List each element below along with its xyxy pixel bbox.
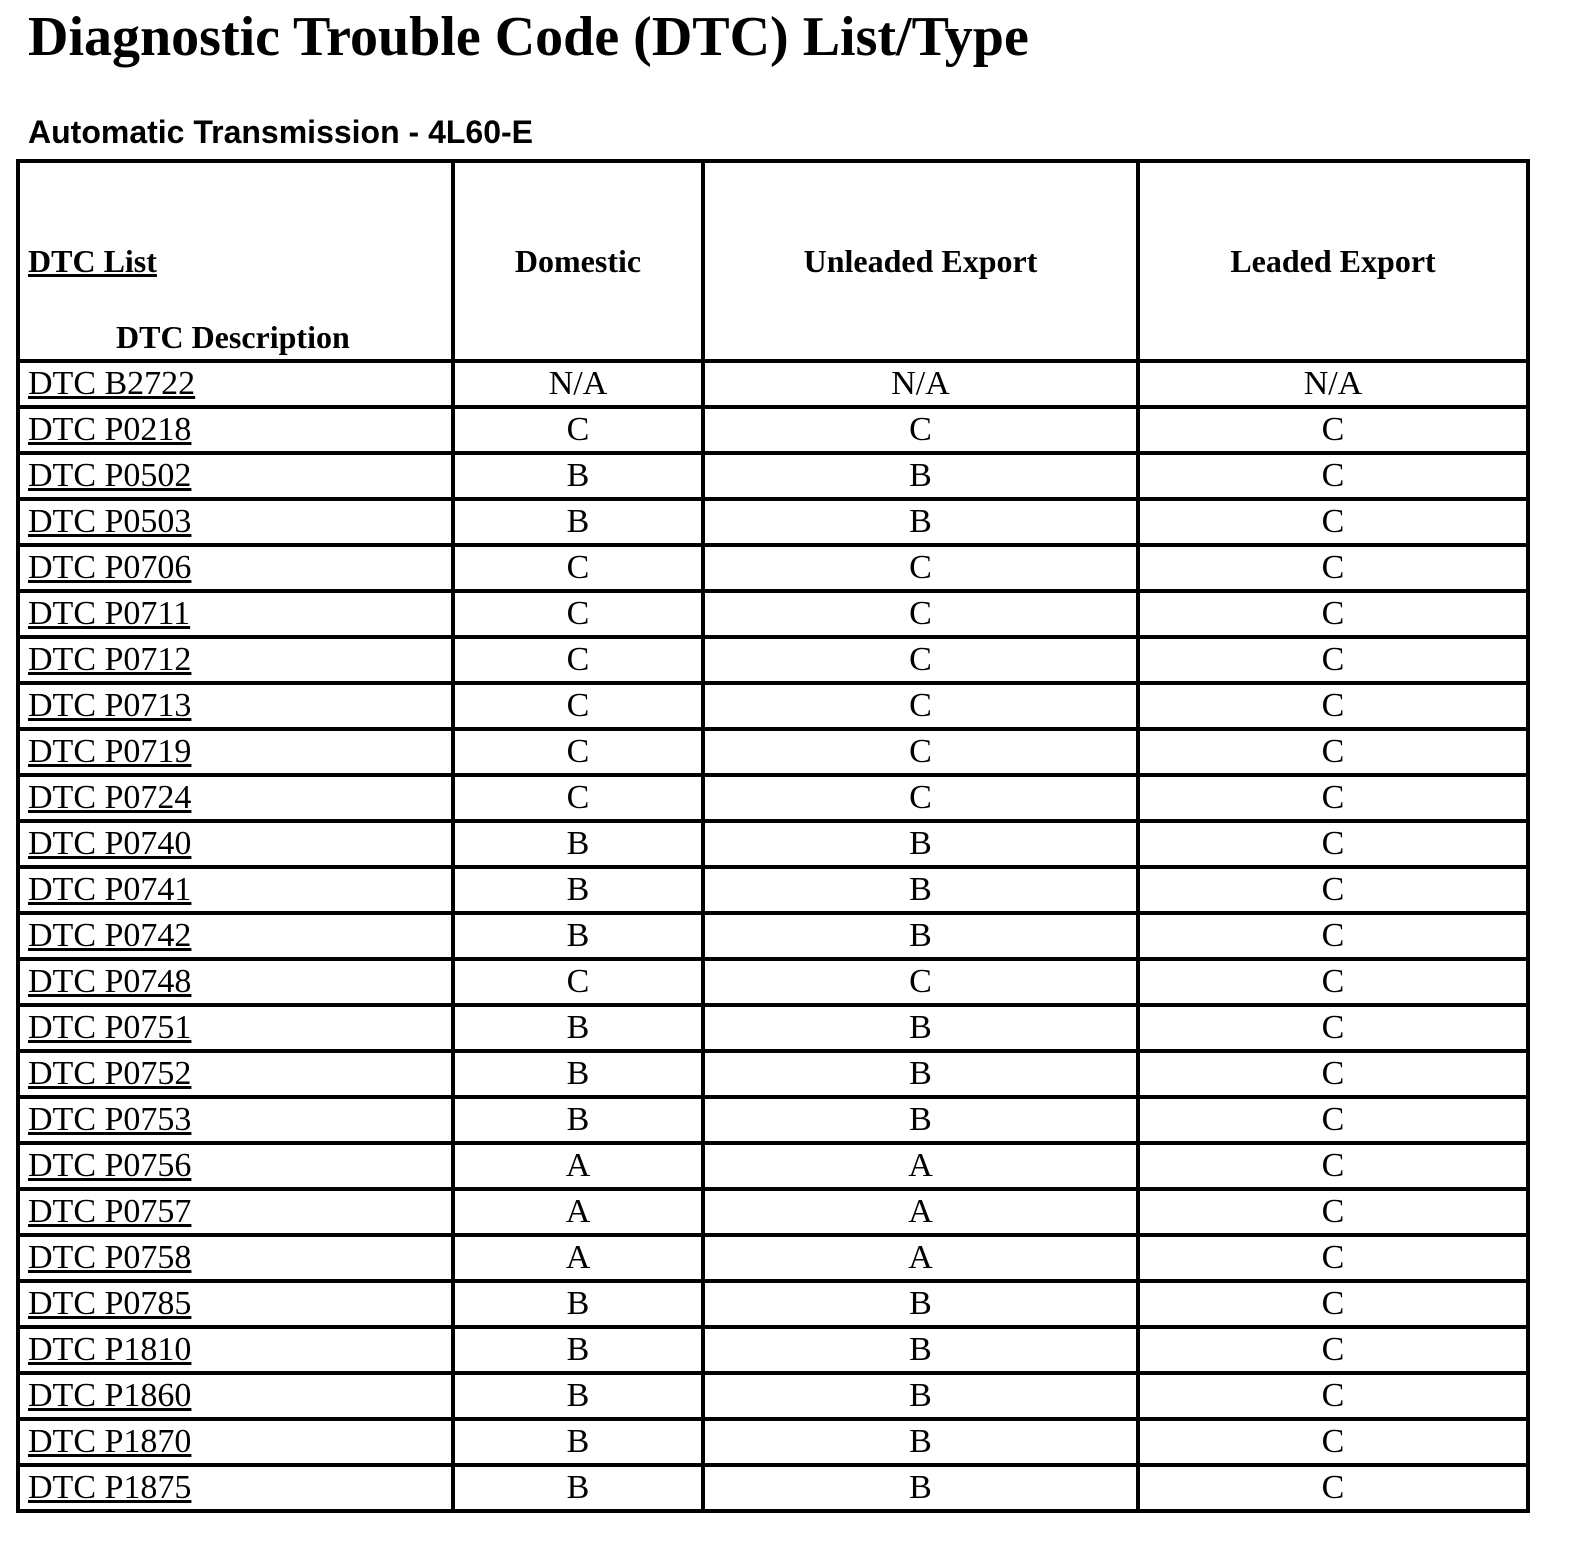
- unleaded-export-type-cell: B: [703, 453, 1138, 499]
- unleaded-export-type-cell: B: [703, 1005, 1138, 1051]
- dtc-code-cell: [18, 1005, 453, 1051]
- unleaded-export-type-cell: C: [703, 729, 1138, 775]
- dtc-code-cell: [18, 637, 453, 683]
- unleaded-export-type-cell: C: [703, 683, 1138, 729]
- domestic-type-cell: C: [453, 407, 703, 453]
- dtc-description-header: DTC Description: [116, 319, 350, 355]
- table-row: [18, 1189, 1528, 1235]
- unleaded-export-type-cell: A: [703, 1143, 1138, 1189]
- dtc-code-cell: [18, 1143, 453, 1189]
- table-row: [18, 1051, 1528, 1097]
- leaded-export-type-cell: C: [1138, 407, 1528, 453]
- dtc-code-link[interactable]: DTC P0711: [28, 595, 191, 632]
- leaded-export-type-cell: C: [1138, 1097, 1528, 1143]
- dtc-code-link[interactable]: DTC P1870: [28, 1423, 192, 1460]
- table-row: [18, 913, 1528, 959]
- unleaded-export-type-cell: C: [703, 407, 1138, 453]
- table-row: [18, 683, 1528, 729]
- page-title: Diagnostic Trouble Code (DTC) List/Type: [28, 6, 1029, 68]
- dtc-table: [16, 159, 1530, 1513]
- table-row: [18, 407, 1528, 453]
- unleaded-export-type-cell: C: [703, 959, 1138, 1005]
- unleaded-export-type-cell: B: [703, 1327, 1138, 1373]
- dtc-code-cell: [18, 1189, 453, 1235]
- domestic-type-cell: B: [453, 821, 703, 867]
- leaded-export-type-cell: C: [1138, 499, 1528, 545]
- dtc-code-cell: [18, 545, 453, 591]
- table-row: [18, 1419, 1528, 1465]
- domestic-type-cell: N/A: [453, 361, 703, 407]
- unleaded-export-type-cell: B: [703, 1051, 1138, 1097]
- table-row: [18, 545, 1528, 591]
- domestic-type-cell: B: [453, 1051, 703, 1097]
- unleaded-export-type-cell: B: [703, 499, 1138, 545]
- dtc-code-cell: [18, 499, 453, 545]
- unleaded-export-type-cell: B: [703, 1373, 1138, 1419]
- unleaded-export-type-cell: B: [703, 913, 1138, 959]
- dtc-code-cell: [18, 1373, 453, 1419]
- dtc-code-cell: [18, 1419, 453, 1465]
- table-row: [18, 1373, 1528, 1419]
- domestic-type-cell: B: [453, 1097, 703, 1143]
- dtc-code-cell: [18, 1465, 453, 1511]
- table-row: [18, 1465, 1528, 1511]
- leaded-export-type-cell: C: [1138, 1373, 1528, 1419]
- dtc-code-link[interactable]: DTC P0706: [28, 549, 192, 586]
- dtc-code-link[interactable]: DTC P0752: [28, 1055, 192, 1092]
- dtc-code-link[interactable]: DTC P0785: [28, 1285, 192, 1322]
- dtc-code-link[interactable]: DTC P1810: [28, 1331, 192, 1368]
- dtc-code-cell: [18, 361, 453, 407]
- table-row: [18, 637, 1528, 683]
- dtc-code-cell: [18, 1327, 453, 1373]
- domestic-type-cell: B: [453, 499, 703, 545]
- dtc-code-link[interactable]: DTC P0218: [28, 411, 192, 448]
- leaded-export-type-cell: C: [1138, 683, 1528, 729]
- dtc-code-link[interactable]: DTC P0757: [28, 1193, 192, 1230]
- leaded-export-type-cell: C: [1138, 1281, 1528, 1327]
- leaded-export-type-cell: C: [1138, 1235, 1528, 1281]
- unleaded-export-type-cell: C: [703, 545, 1138, 591]
- domestic-type-cell: C: [453, 959, 703, 1005]
- dtc-code-link[interactable]: DTC B2722: [28, 365, 196, 402]
- leaded-export-type-cell: C: [1138, 775, 1528, 821]
- domestic-type-cell: C: [453, 545, 703, 591]
- dtc-code-link[interactable]: DTC P0719: [28, 733, 192, 770]
- dtc-code-cell: [18, 729, 453, 775]
- unleaded-export-type-cell: B: [703, 1465, 1138, 1511]
- dtc-code-link[interactable]: DTC P0712: [28, 641, 192, 678]
- domestic-type-cell: C: [453, 729, 703, 775]
- table-row: [18, 959, 1528, 1005]
- domestic-type-cell: B: [453, 453, 703, 499]
- dtc-code-link[interactable]: DTC P0742: [28, 917, 192, 954]
- leaded-export-type-cell: C: [1138, 959, 1528, 1005]
- dtc-code-link[interactable]: DTC P0503: [28, 503, 192, 540]
- dtc-list-link[interactable]: DTC List: [28, 243, 157, 279]
- leaded-export-type-cell: C: [1138, 1419, 1528, 1465]
- unleaded-export-type-cell: B: [703, 1281, 1138, 1327]
- leaded-export-type-cell: C: [1138, 1143, 1528, 1189]
- dtc-code-link[interactable]: DTC P0751: [28, 1009, 192, 1046]
- leaded-export-type-cell: C: [1138, 453, 1528, 499]
- domestic-type-cell: B: [453, 1327, 703, 1373]
- dtc-code-cell: [18, 913, 453, 959]
- dtc-code-cell: [18, 407, 453, 453]
- unleaded-export-type-cell: B: [703, 867, 1138, 913]
- dtc-code-link[interactable]: DTC P0724: [28, 779, 192, 816]
- unleaded-export-type-cell: B: [703, 821, 1138, 867]
- domestic-type-cell: C: [453, 775, 703, 821]
- table-row: [18, 867, 1528, 913]
- table-row: [18, 1235, 1528, 1281]
- dtc-code-link[interactable]: DTC P0502: [28, 457, 192, 494]
- header-unleaded-export: Unleaded Export: [703, 161, 1138, 361]
- domestic-type-cell: C: [453, 683, 703, 729]
- dtc-code-cell: [18, 591, 453, 637]
- leaded-export-type-cell: C: [1138, 1465, 1528, 1511]
- domestic-type-cell: B: [453, 913, 703, 959]
- unleaded-export-type-cell: C: [703, 591, 1138, 637]
- domestic-type-cell: B: [453, 1465, 703, 1511]
- table-row: [18, 1281, 1528, 1327]
- page-subtitle: Automatic Transmission - 4L60-E: [28, 114, 534, 150]
- table-row: [18, 1005, 1528, 1051]
- domestic-type-cell: C: [453, 591, 703, 637]
- leaded-export-type-cell: C: [1138, 1051, 1528, 1097]
- unleaded-export-type-cell: B: [703, 1097, 1138, 1143]
- domestic-type-cell: C: [453, 637, 703, 683]
- header-leaded-export: Leaded Export: [1138, 161, 1528, 361]
- table-row: [18, 775, 1528, 821]
- domestic-type-cell: A: [453, 1143, 703, 1189]
- dtc-code-link[interactable]: DTC P0740: [28, 825, 192, 862]
- dtc-code-link[interactable]: DTC P0758: [28, 1239, 192, 1276]
- unleaded-export-type-cell: A: [703, 1189, 1138, 1235]
- leaded-export-type-cell: C: [1138, 637, 1528, 683]
- dtc-code-cell: [18, 867, 453, 913]
- leaded-export-type-cell: C: [1138, 591, 1528, 637]
- table-row: [18, 361, 1528, 407]
- domestic-type-cell: B: [453, 1419, 703, 1465]
- dtc-code-link[interactable]: DTC P0741: [28, 871, 192, 908]
- dtc-code-link[interactable]: DTC P1875: [28, 1469, 192, 1506]
- table-row: [18, 591, 1528, 637]
- leaded-export-type-cell: C: [1138, 867, 1528, 913]
- leaded-export-type-cell: N/A: [1138, 361, 1528, 407]
- leaded-export-type-cell: C: [1138, 821, 1528, 867]
- dtc-code-cell: [18, 1281, 453, 1327]
- domestic-type-cell: A: [453, 1189, 703, 1235]
- dtc-code-cell: [18, 775, 453, 821]
- table-row: [18, 1327, 1528, 1373]
- unleaded-export-type-cell: C: [703, 637, 1138, 683]
- header-domestic: Domestic: [453, 161, 703, 361]
- leaded-export-type-cell: C: [1138, 1189, 1528, 1235]
- dtc-code-cell: [18, 453, 453, 499]
- domestic-type-cell: B: [453, 1005, 703, 1051]
- table-row: [18, 499, 1528, 545]
- dtc-code-cell: [18, 1097, 453, 1143]
- dtc-code-cell: [18, 959, 453, 1005]
- domestic-type-cell: B: [453, 1373, 703, 1419]
- domestic-type-cell: B: [453, 867, 703, 913]
- leaded-export-type-cell: C: [1138, 1327, 1528, 1373]
- dtc-code-cell: [18, 683, 453, 729]
- dtc-code-link[interactable]: DTC P0748: [28, 963, 192, 1000]
- table-row: [18, 1097, 1528, 1143]
- leaded-export-type-cell: C: [1138, 1005, 1528, 1051]
- table-row: [18, 453, 1528, 499]
- dtc-code-link[interactable]: DTC P0753: [28, 1101, 192, 1138]
- header-dtc-list-cell: [18, 161, 453, 361]
- table-header-row: [18, 161, 1528, 361]
- unleaded-export-type-cell: B: [703, 1419, 1138, 1465]
- domestic-type-cell: B: [453, 1281, 703, 1327]
- dtc-code-link[interactable]: DTC P1860: [28, 1377, 192, 1414]
- domestic-type-cell: A: [453, 1235, 703, 1281]
- unleaded-export-type-cell: C: [703, 775, 1138, 821]
- dtc-code-cell: [18, 1051, 453, 1097]
- dtc-code-link[interactable]: DTC P0713: [28, 687, 192, 724]
- table-row: [18, 729, 1528, 775]
- table-row: [18, 821, 1528, 867]
- table-row: [18, 1143, 1528, 1189]
- unleaded-export-type-cell: A: [703, 1235, 1138, 1281]
- leaded-export-type-cell: C: [1138, 913, 1528, 959]
- leaded-export-type-cell: C: [1138, 545, 1528, 591]
- dtc-code-cell: [18, 1235, 453, 1281]
- unleaded-export-type-cell: N/A: [703, 361, 1138, 407]
- dtc-code-link[interactable]: DTC P0756: [28, 1147, 192, 1184]
- dtc-code-cell: [18, 821, 453, 867]
- table-body: [18, 361, 1528, 1511]
- leaded-export-type-cell: C: [1138, 729, 1528, 775]
